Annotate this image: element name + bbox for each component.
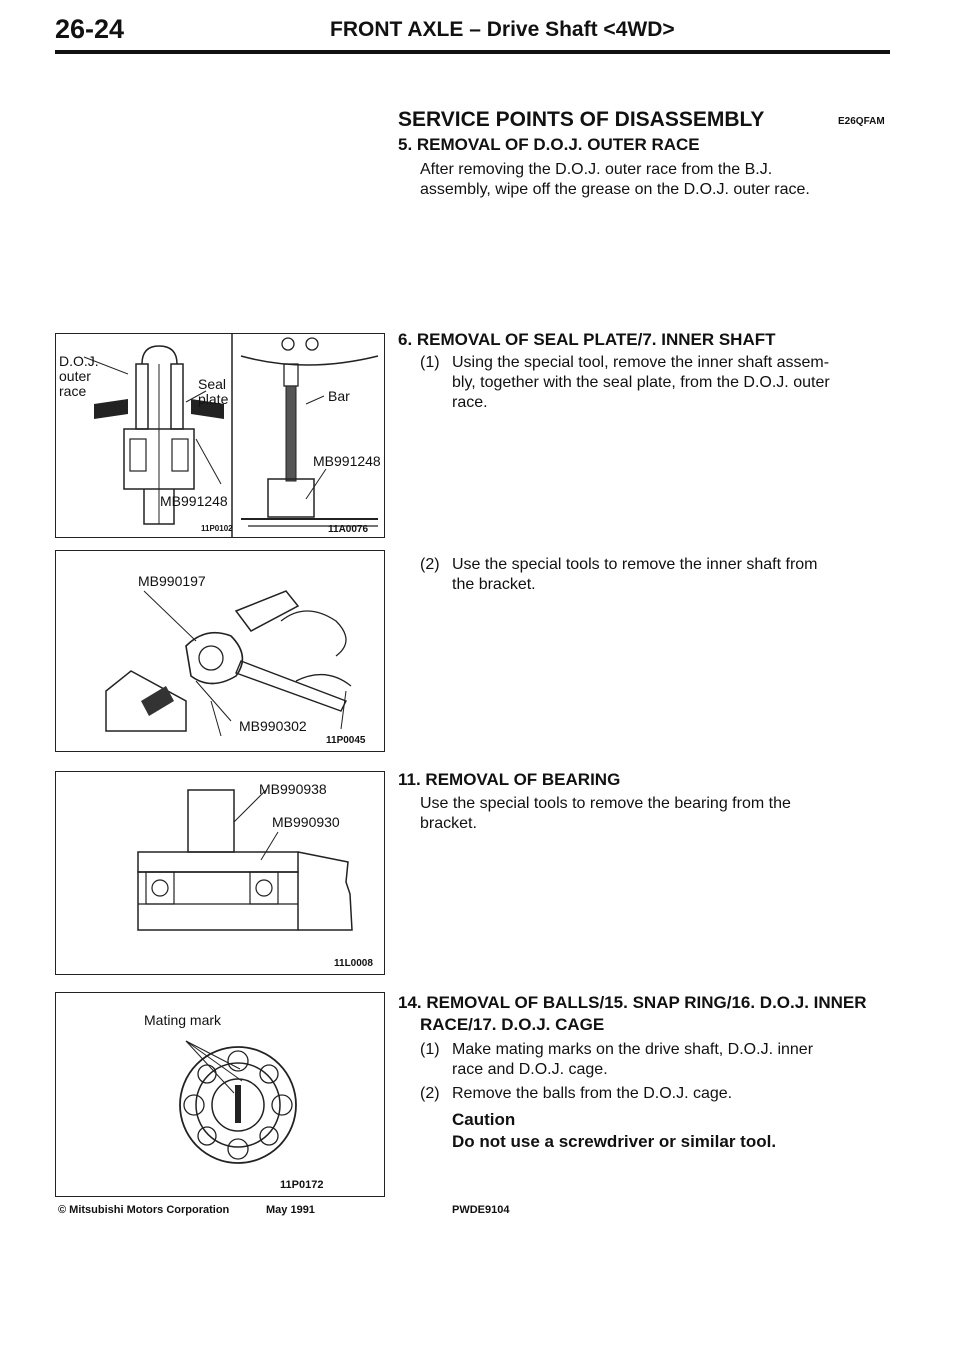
section-code: E26QFAM: [838, 116, 885, 127]
figure-inner-shaft-drawing: [56, 551, 384, 751]
step-14-sub2-text: Remove the balls from the D.O.J. cage.: [452, 1085, 733, 1102]
page-number: 26-24: [55, 14, 125, 44]
step-6-sub2-text: Use the special tools to remove the inner shaft from the bracket.: [452, 556, 818, 593]
fig1-code: 11P0102: [201, 524, 233, 533]
label-fig4-tool-1: MB990938: [259, 781, 327, 797]
figure-bearing-drawing: [56, 772, 384, 974]
step-5-text: After removing the D.O.J. outer race from the B.J. assembly, wipe off the grease on the D.O.J. outer race.: [420, 161, 810, 198]
fig2-code: 11A0076: [328, 524, 369, 535]
caution-text: Do not use a screwdriver or similar tool.: [452, 1132, 777, 1151]
label-fig1-tool: MB991248: [160, 493, 228, 509]
figure-inner-shaft-bracket: [55, 550, 385, 752]
step-6-heading: 6. REMOVAL OF SEAL PLATE/7. INNER SHAFT: [398, 330, 776, 349]
figure-bearing-removal: [55, 771, 385, 975]
step-14-sub1-text: Make mating marks on the drive shaft, D.O.J. inner race and D.O.J. cage.: [452, 1041, 814, 1078]
step-6-sub2-number: (2): [420, 556, 440, 573]
section-title: SERVICE POINTS OF DISASSEMBLY: [398, 108, 765, 131]
step-14-heading: 14. REMOVAL OF BALLS/15. SNAP RING/16. D.O.J. INNER RACE/17. D.O.J. CAGE: [398, 993, 867, 1034]
footer-date: May 1991: [266, 1204, 315, 1216]
step-6-sub1-number: (1): [420, 354, 440, 371]
fig3-code: 11P0045: [326, 735, 366, 746]
label-fig4-tool-2: MB990930: [272, 814, 340, 830]
figure-seal-plate-removal: [55, 333, 385, 538]
step-11-text: Use the special tools to remove the bearing from the bracket.: [420, 795, 791, 832]
label-fig3-tool-top: MB990197: [138, 573, 206, 589]
label-bar: Bar: [328, 388, 350, 404]
header-title: FRONT AXLE – Drive Shaft <4WD>: [330, 18, 675, 41]
step-14-sub2-number: (2): [420, 1085, 440, 1102]
figure-mating-marks: [55, 992, 385, 1197]
caution-title: Caution: [452, 1110, 516, 1129]
footer-copyright: © Mitsubishi Motors Corporation: [58, 1204, 230, 1216]
header-rule: [55, 50, 890, 54]
step-5-heading: 5. REMOVAL OF D.O.J. OUTER RACE: [398, 135, 700, 154]
step-11-heading: 11. REMOVAL OF BEARING: [398, 770, 621, 789]
label-fig3-tool-bottom: MB990302: [239, 718, 307, 734]
footer-doc-code: PWDE9104: [452, 1204, 510, 1216]
step-14-sub1-number: (1): [420, 1041, 440, 1058]
label-mating-mark: Mating mark: [144, 1012, 222, 1028]
fig5-code: 11P0172: [280, 1179, 324, 1191]
label-seal-plate: Seal plate: [198, 376, 229, 407]
step-6-sub1-text: Using the special tool, remove the inner shaft assem- bly, together with the seal plate, from the D.O.J. outer race.: [452, 354, 830, 411]
label-doj-outer-race: D.O.J. outer race: [59, 353, 99, 399]
fig4-code: 11L0008: [334, 958, 373, 969]
label-fig2-tool: MB991248: [313, 453, 381, 469]
